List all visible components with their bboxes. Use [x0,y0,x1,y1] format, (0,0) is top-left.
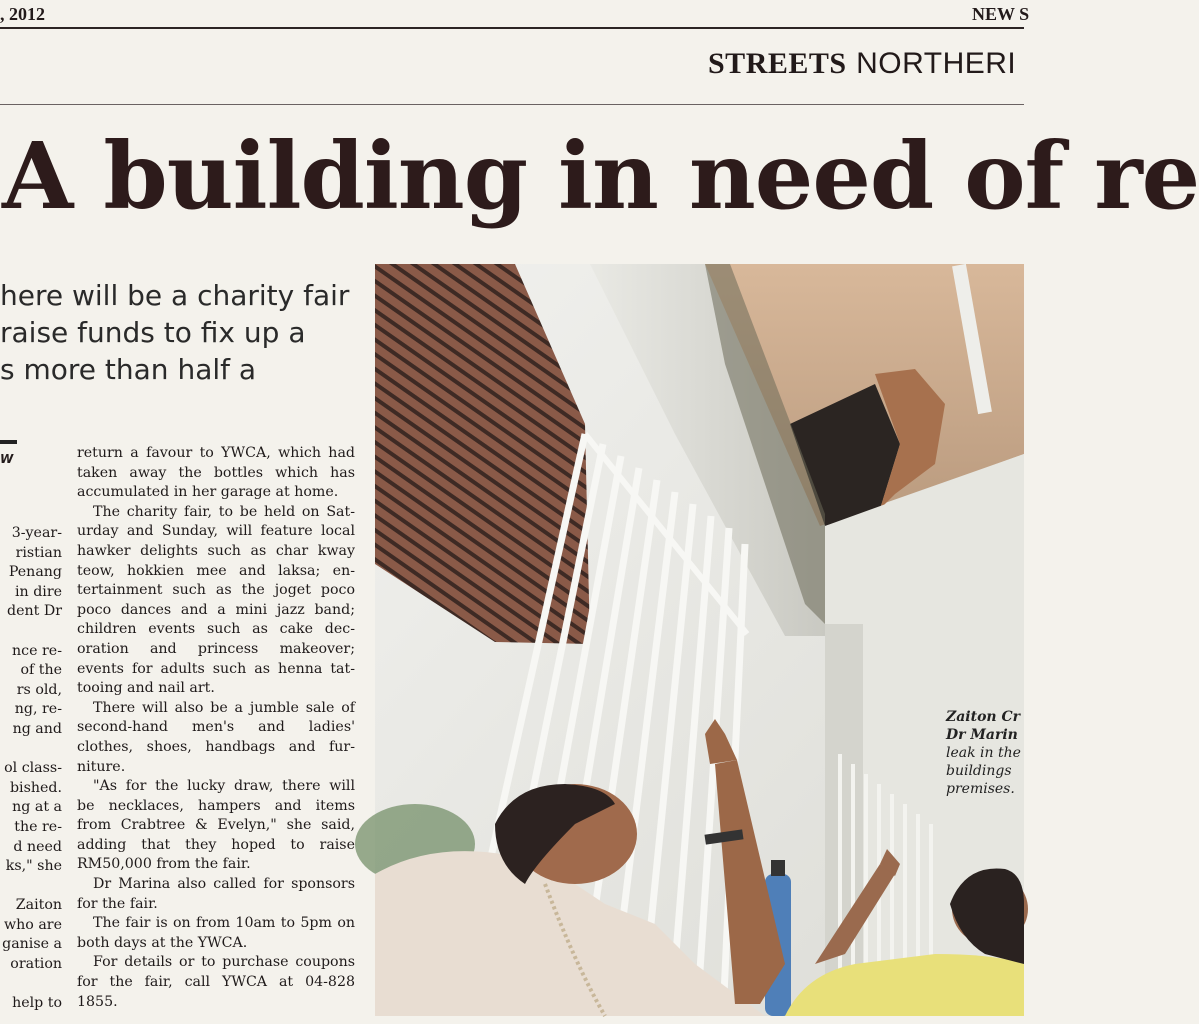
column-2-line: clothes, shoes, handbags and fur- [77,738,355,755]
column-1-line: dent Dr [7,603,62,620]
caption-line: buildings [946,763,1012,779]
column-1-line: 3-year- [11,525,62,541]
column-2-line: urday and Sunday, will feature local [77,523,355,540]
column-1-line: ol class- [4,760,62,777]
column-1-line: ks," she [5,858,62,875]
column-1-line: ng and [12,720,62,737]
caption-line: Zaiton Cr [946,709,1020,725]
header-paper-name: NEW S [972,4,1030,24]
article-column-2 [77,444,355,1012]
column-2-line: 1855. [77,993,118,1010]
column-1-line: bished. [9,779,62,796]
caption-line: leak in the [946,745,1021,761]
section-heading-light: NORTHERI [856,47,1017,80]
column-1-line [0,622,62,642]
standfirst-line: here will be a charity fair [0,279,350,312]
column-2-line: There will also be a jumble sale of [93,699,355,716]
column-2-line: Dr Marina also called for sponsors [93,876,355,893]
column-2-line: RM50,000 from the fair. [77,856,251,873]
column-2-line: For details or to purchase coupons [93,954,355,971]
column-1-line: ganise a [2,936,62,953]
column-2-line: adding that they hoped to raise [77,836,355,853]
byline: W [0,452,14,466]
article-column-1 [0,524,70,1014]
column-1-line: Penang [8,564,62,581]
column-1-line: Zaiton [15,897,62,914]
column-2-line: taken away the bottles which has [77,464,355,481]
column-1-line: ng, re- [14,701,62,718]
column-1-line: who are [4,916,62,933]
section-heading [708,46,1016,81]
column-1-line: of the [20,662,62,679]
column-2-line: poco dances and a mini jazz band; [77,601,355,618]
section-heading-bold: STREETS [708,47,847,80]
column-2-line: from Crabtree & Evelyn," she said, [77,817,355,834]
column-2-line: return a favour to YWCA, which had [77,445,355,461]
column-2-line: for the fair. [77,895,158,912]
column-2-line: be necklaces, hampers and items [77,797,355,814]
column-2-line: hawker delights such as char kway [77,542,355,559]
photo-caption [946,708,1036,798]
column-2-line: for the fair, call YWCA at 04-828 [77,974,355,991]
column-2-line: tooing and nail art. [77,680,215,697]
header-date: , 2012 [0,4,45,24]
column-2-line: niture. [77,758,126,775]
standfirst-line: raise funds to fix up a [0,316,306,349]
section-rule [0,104,1024,105]
caption-line: premises. [946,781,1015,797]
column-1-line [0,975,62,995]
column-1-line: ristian [15,544,62,561]
photo-illustration [375,264,1024,1016]
column-2-line: teow, hokkien mee and laksa; en- [77,562,355,579]
column-1-line: the re- [14,818,62,835]
column-1-line: ng at a [12,799,62,816]
article-photo [375,264,1024,1016]
column-1-line [0,877,62,897]
column-1-line: d need [13,838,62,855]
column-1-line [0,740,62,760]
caption-line: Dr Marin [946,727,1018,743]
column-2-line: events for adults such as henna tat- [77,660,355,677]
top-rule [0,27,1024,29]
column-2-line: both days at the YWCA. [77,934,248,951]
column-2-line: tertainment such as the joget poco [77,582,355,599]
byline-rule [0,440,17,444]
column-2-line: accumulated in her garage at home. [77,484,339,501]
column-2-line: The fair is on from 10am to 5pm on [93,915,355,932]
column-2-line: children events such as cake dec- [77,621,355,638]
column-1-line: help to [12,995,62,1012]
column-1-line: nce re- [12,642,62,659]
column-1-line: oration [10,956,62,973]
headline: A building in need of re [2,122,1199,230]
column-2-line: The charity fair, to be held on Sat- [93,503,355,520]
standfirst [0,277,360,388]
column-2-line: "As for the lucky draw, there will [93,778,355,795]
standfirst-line: s more than half a [0,353,257,386]
column-2-line: second-hand men's and ladies' [77,719,355,736]
column-1-line: rs old, [16,681,62,698]
column-2-line: oration and princess makeover; [77,640,355,657]
column-1-line: in dire [15,583,62,600]
